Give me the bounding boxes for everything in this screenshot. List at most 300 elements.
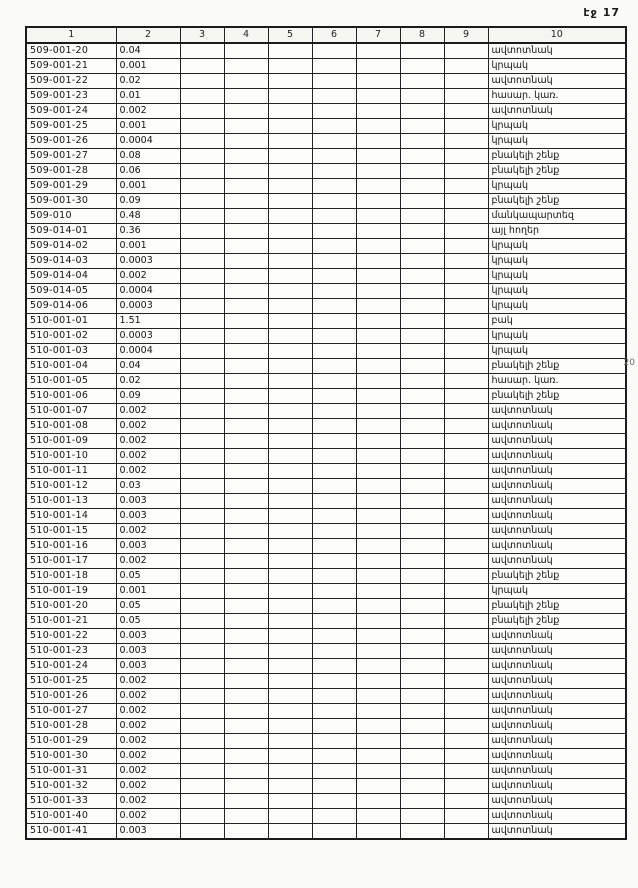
empty-cell	[312, 659, 356, 674]
area-value-cell: 0.002	[116, 809, 180, 824]
empty-cell	[268, 329, 312, 344]
area-value-cell: 0.002	[116, 794, 180, 809]
empty-cell	[444, 509, 488, 524]
empty-cell	[400, 239, 444, 254]
empty-cell	[356, 269, 400, 284]
land-use-cell: մանկապարտեզ	[488, 209, 626, 224]
empty-cell	[180, 254, 224, 269]
parcel-code-cell: 510-001-06	[26, 389, 116, 404]
empty-cell	[444, 164, 488, 179]
empty-cell	[268, 314, 312, 329]
empty-cell	[400, 164, 444, 179]
parcel-code-cell: 510-001-11	[26, 464, 116, 479]
land-use-cell: բնակելի շենք	[488, 389, 626, 404]
land-use-cell: ավտոտնակ	[488, 479, 626, 494]
empty-cell	[356, 404, 400, 419]
table-row	[26, 59, 626, 74]
empty-cell	[312, 179, 356, 194]
land-use-cell: կրպակ	[488, 584, 626, 599]
land-use-cell: կրպակ	[488, 299, 626, 314]
empty-cell	[356, 314, 400, 329]
empty-cell	[356, 644, 400, 659]
empty-cell	[268, 644, 312, 659]
area-value-cell: 0.001	[116, 239, 180, 254]
land-use-cell: ավտոտնակ	[488, 824, 626, 840]
empty-cell	[444, 344, 488, 359]
area-value-cell: 0.003	[116, 539, 180, 554]
parcel-code-cell: 510-001-02	[26, 329, 116, 344]
land-use-cell: ավտոտնակ	[488, 734, 626, 749]
parcel-code-cell: 510-001-40	[26, 809, 116, 824]
area-value-cell: 0.003	[116, 629, 180, 644]
empty-cell	[224, 494, 268, 509]
empty-cell	[268, 749, 312, 764]
parcel-code-cell: 510-001-33	[26, 794, 116, 809]
empty-cell	[444, 629, 488, 644]
empty-cell	[444, 389, 488, 404]
empty-cell	[224, 134, 268, 149]
empty-cell	[180, 374, 224, 389]
empty-cell	[356, 104, 400, 119]
table-row	[26, 449, 626, 464]
empty-cell	[180, 539, 224, 554]
empty-cell	[356, 764, 400, 779]
parcel-code-cell: 509-001-27	[26, 149, 116, 164]
column-header-8: 8	[400, 27, 444, 43]
empty-cell	[400, 659, 444, 674]
empty-cell	[400, 43, 444, 59]
empty-cell	[312, 464, 356, 479]
column-header-5: 5	[268, 27, 312, 43]
empty-cell	[224, 359, 268, 374]
empty-cell	[224, 614, 268, 629]
empty-cell	[400, 374, 444, 389]
empty-cell	[268, 104, 312, 119]
empty-cell	[400, 749, 444, 764]
empty-cell	[268, 224, 312, 239]
empty-cell	[356, 149, 400, 164]
empty-cell	[268, 194, 312, 209]
empty-cell	[400, 629, 444, 644]
land-use-cell: ավտոտնակ	[488, 719, 626, 734]
land-use-cell: հասար. կառ.	[488, 374, 626, 389]
parcel-code-cell: 510-001-32	[26, 779, 116, 794]
parcel-code-cell: 509-001-30	[26, 194, 116, 209]
parcel-code-cell: 510-001-09	[26, 434, 116, 449]
parcel-code-cell: 510-001-23	[26, 644, 116, 659]
area-value-cell: 0.09	[116, 194, 180, 209]
empty-cell	[400, 809, 444, 824]
empty-cell	[224, 269, 268, 284]
empty-cell	[444, 779, 488, 794]
empty-cell	[224, 584, 268, 599]
empty-cell	[268, 584, 312, 599]
empty-cell	[268, 419, 312, 434]
parcel-code-cell: 509-001-20	[26, 43, 116, 59]
empty-cell	[180, 614, 224, 629]
parcel-code-cell: 510-001-03	[26, 344, 116, 359]
empty-cell	[268, 509, 312, 524]
empty-cell	[180, 674, 224, 689]
table-row	[26, 704, 626, 719]
parcel-code-cell: 509-001-26	[26, 134, 116, 149]
empty-cell	[224, 479, 268, 494]
empty-cell	[444, 254, 488, 269]
land-use-cell: ավտոտնակ	[488, 554, 626, 569]
land-use-cell: ավտոտնակ	[488, 434, 626, 449]
empty-cell	[444, 374, 488, 389]
area-value-cell: 0.002	[116, 779, 180, 794]
empty-cell	[356, 554, 400, 569]
empty-cell	[444, 404, 488, 419]
empty-cell	[444, 314, 488, 329]
land-use-cell: ավտոտնակ	[488, 524, 626, 539]
empty-cell	[444, 299, 488, 314]
empty-cell	[312, 749, 356, 764]
land-use-cell: ավտոտնակ	[488, 749, 626, 764]
empty-cell	[180, 809, 224, 824]
empty-cell	[224, 809, 268, 824]
empty-cell	[400, 479, 444, 494]
empty-cell	[444, 329, 488, 344]
land-use-cell: ավտոտնակ	[488, 689, 626, 704]
empty-cell	[268, 614, 312, 629]
empty-cell	[312, 89, 356, 104]
empty-cell	[180, 794, 224, 809]
empty-cell	[312, 494, 356, 509]
empty-cell	[356, 194, 400, 209]
empty-cell	[444, 449, 488, 464]
empty-cell	[312, 764, 356, 779]
empty-cell	[356, 374, 400, 389]
area-value-cell: 0.003	[116, 509, 180, 524]
area-value-cell: 0.05	[116, 569, 180, 584]
empty-cell	[356, 89, 400, 104]
area-value-cell: 0.48	[116, 209, 180, 224]
empty-cell	[268, 149, 312, 164]
land-use-cell: ավտոտնակ	[488, 809, 626, 824]
parcel-code-cell: 509-001-23	[26, 89, 116, 104]
table-row	[26, 344, 626, 359]
empty-cell	[444, 284, 488, 299]
empty-cell	[312, 614, 356, 629]
empty-cell	[400, 314, 444, 329]
empty-cell	[400, 554, 444, 569]
land-use-cell: ավտոտնակ	[488, 74, 626, 89]
empty-cell	[400, 764, 444, 779]
empty-cell	[400, 719, 444, 734]
empty-cell	[356, 164, 400, 179]
empty-cell	[400, 344, 444, 359]
empty-cell	[400, 614, 444, 629]
empty-cell	[224, 89, 268, 104]
area-value-cell: 0.02	[116, 74, 180, 89]
parcel-code-cell: 510-001-26	[26, 689, 116, 704]
area-value-cell: 0.002	[116, 689, 180, 704]
empty-cell	[180, 314, 224, 329]
empty-cell	[312, 209, 356, 224]
land-use-cell: ավտոտնակ	[488, 674, 626, 689]
column-header-1: 1	[26, 27, 116, 43]
empty-cell	[356, 734, 400, 749]
empty-cell	[312, 434, 356, 449]
parcel-code-cell: 510-001-13	[26, 494, 116, 509]
empty-cell	[268, 554, 312, 569]
land-use-cell: ավտոտնակ	[488, 104, 626, 119]
empty-cell	[312, 539, 356, 554]
land-use-cell: բակ	[488, 314, 626, 329]
area-value-cell: 0.04	[116, 43, 180, 59]
table-row	[26, 599, 626, 614]
land-use-cell: կրպակ	[488, 329, 626, 344]
parcel-code-cell: 510-001-16	[26, 539, 116, 554]
empty-cell	[312, 524, 356, 539]
empty-cell	[268, 359, 312, 374]
area-value-cell: 0.002	[116, 734, 180, 749]
land-use-cell: կրպակ	[488, 59, 626, 74]
empty-cell	[312, 134, 356, 149]
parcel-code-cell: 509-014-02	[26, 239, 116, 254]
empty-cell	[224, 284, 268, 299]
empty-cell	[268, 479, 312, 494]
empty-cell	[356, 209, 400, 224]
empty-cell	[400, 449, 444, 464]
empty-cell	[312, 719, 356, 734]
area-value-cell: 0.03	[116, 479, 180, 494]
parcel-code-cell: 510-001-10	[26, 449, 116, 464]
land-use-cell: ավտոտնակ	[488, 794, 626, 809]
empty-cell	[400, 269, 444, 284]
empty-cell	[224, 599, 268, 614]
empty-cell	[356, 389, 400, 404]
parcel-code-cell: 509-014-03	[26, 254, 116, 269]
empty-cell	[356, 674, 400, 689]
area-value-cell: 0.002	[116, 449, 180, 464]
parcel-code-cell: 510-001-15	[26, 524, 116, 539]
area-value-cell: 0.05	[116, 599, 180, 614]
empty-cell	[224, 374, 268, 389]
empty-cell	[356, 659, 400, 674]
empty-cell	[224, 674, 268, 689]
empty-cell	[224, 749, 268, 764]
land-use-cell: ավտոտնակ	[488, 43, 626, 59]
empty-cell	[444, 179, 488, 194]
parcel-code-cell: 510-001-17	[26, 554, 116, 569]
parcel-code-cell: 510-001-14	[26, 509, 116, 524]
empty-cell	[400, 599, 444, 614]
table-row	[26, 719, 626, 734]
empty-cell	[268, 704, 312, 719]
area-value-cell: 0.002	[116, 464, 180, 479]
table-row	[26, 674, 626, 689]
empty-cell	[444, 524, 488, 539]
empty-cell	[312, 569, 356, 584]
empty-cell	[400, 704, 444, 719]
area-value-cell: 0.02	[116, 374, 180, 389]
empty-cell	[312, 704, 356, 719]
empty-cell	[268, 809, 312, 824]
land-use-cell: կրպակ	[488, 284, 626, 299]
empty-cell	[180, 569, 224, 584]
empty-cell	[400, 584, 444, 599]
empty-cell	[312, 629, 356, 644]
empty-cell	[180, 554, 224, 569]
parcel-code-cell: 509-001-24	[26, 104, 116, 119]
parcel-code-cell: 509-010	[26, 209, 116, 224]
empty-cell	[312, 824, 356, 840]
empty-cell	[224, 254, 268, 269]
empty-cell	[268, 74, 312, 89]
empty-cell	[444, 719, 488, 734]
area-value-cell: 0.002	[116, 434, 180, 449]
table-row	[26, 134, 626, 149]
parcel-code-cell: 509-014-05	[26, 284, 116, 299]
empty-cell	[268, 659, 312, 674]
table-row	[26, 524, 626, 539]
empty-cell	[356, 254, 400, 269]
empty-cell	[224, 74, 268, 89]
land-use-cell: բնակելի շենք	[488, 194, 626, 209]
land-use-cell: կրպակ	[488, 269, 626, 284]
table-row	[26, 494, 626, 509]
empty-cell	[180, 329, 224, 344]
empty-cell	[312, 43, 356, 59]
empty-cell	[444, 359, 488, 374]
empty-cell	[444, 224, 488, 239]
empty-cell	[268, 434, 312, 449]
empty-cell	[268, 734, 312, 749]
empty-cell	[356, 629, 400, 644]
empty-cell	[224, 104, 268, 119]
empty-cell	[224, 569, 268, 584]
parcel-code-cell: 509-014-06	[26, 299, 116, 314]
empty-cell	[268, 254, 312, 269]
empty-cell	[312, 554, 356, 569]
column-header-10: 10	[488, 27, 626, 43]
empty-cell	[356, 779, 400, 794]
table-row	[26, 284, 626, 299]
empty-cell	[444, 479, 488, 494]
table-row	[26, 269, 626, 284]
empty-cell	[356, 224, 400, 239]
table-row	[26, 479, 626, 494]
empty-cell	[180, 509, 224, 524]
table-row	[26, 734, 626, 749]
empty-cell	[224, 449, 268, 464]
table-row	[26, 104, 626, 119]
land-use-cell: ավտոտնակ	[488, 659, 626, 674]
margin-note: 20	[623, 358, 635, 368]
land-use-cell: բնակելի շենք	[488, 359, 626, 374]
empty-cell	[180, 764, 224, 779]
land-use-cell: ավտոտնակ	[488, 449, 626, 464]
empty-cell	[400, 434, 444, 449]
empty-cell	[400, 569, 444, 584]
empty-cell	[268, 599, 312, 614]
table-row	[26, 434, 626, 449]
empty-cell	[180, 134, 224, 149]
empty-cell	[224, 239, 268, 254]
empty-cell	[268, 569, 312, 584]
area-value-cell: 0.001	[116, 119, 180, 134]
empty-cell	[400, 224, 444, 239]
area-value-cell: 0.05	[116, 614, 180, 629]
table-row	[26, 89, 626, 104]
empty-cell	[180, 119, 224, 134]
empty-cell	[312, 584, 356, 599]
area-value-cell: 0.06	[116, 164, 180, 179]
empty-cell	[224, 689, 268, 704]
empty-cell	[312, 359, 356, 374]
empty-cell	[400, 74, 444, 89]
parcel-code-cell: 509-001-21	[26, 59, 116, 74]
parcel-code-cell: 510-001-19	[26, 584, 116, 599]
land-use-cell: կրպակ	[488, 239, 626, 254]
empty-cell	[224, 164, 268, 179]
table-row	[26, 749, 626, 764]
parcel-code-cell: 510-001-27	[26, 704, 116, 719]
empty-cell	[268, 89, 312, 104]
empty-cell	[224, 404, 268, 419]
empty-cell	[356, 794, 400, 809]
empty-cell	[444, 74, 488, 89]
empty-cell	[224, 179, 268, 194]
empty-cell	[180, 164, 224, 179]
table-row	[26, 584, 626, 599]
table-row	[26, 824, 626, 840]
table-row	[26, 764, 626, 779]
parcel-code-cell: 510-001-18	[26, 569, 116, 584]
area-value-cell: 0.002	[116, 749, 180, 764]
empty-cell	[180, 719, 224, 734]
land-use-cell: ավտոտնակ	[488, 539, 626, 554]
area-value-cell: 0.0003	[116, 329, 180, 344]
empty-cell	[312, 809, 356, 824]
empty-cell	[444, 434, 488, 449]
area-value-cell: 0.002	[116, 719, 180, 734]
empty-cell	[400, 209, 444, 224]
empty-cell	[268, 284, 312, 299]
area-value-cell: 0.08	[116, 149, 180, 164]
area-value-cell: 0.0004	[116, 344, 180, 359]
area-value-cell: 1.51	[116, 314, 180, 329]
empty-cell	[224, 314, 268, 329]
empty-cell	[180, 464, 224, 479]
empty-cell	[356, 719, 400, 734]
empty-cell	[180, 659, 224, 674]
parcel-code-cell: 510-001-05	[26, 374, 116, 389]
empty-cell	[268, 239, 312, 254]
empty-cell	[444, 554, 488, 569]
table-row	[26, 689, 626, 704]
parcel-code-cell: 510-001-41	[26, 824, 116, 840]
empty-cell	[224, 629, 268, 644]
empty-cell	[312, 239, 356, 254]
parcel-code-cell: 510-001-25	[26, 674, 116, 689]
empty-cell	[180, 524, 224, 539]
table-row	[26, 74, 626, 89]
empty-cell	[180, 404, 224, 419]
parcel-code-cell: 509-001-29	[26, 179, 116, 194]
empty-cell	[356, 749, 400, 764]
empty-cell	[268, 344, 312, 359]
empty-cell	[444, 239, 488, 254]
empty-cell	[400, 824, 444, 840]
empty-cell	[224, 539, 268, 554]
empty-cell	[268, 494, 312, 509]
empty-cell	[356, 43, 400, 59]
empty-cell	[400, 284, 444, 299]
